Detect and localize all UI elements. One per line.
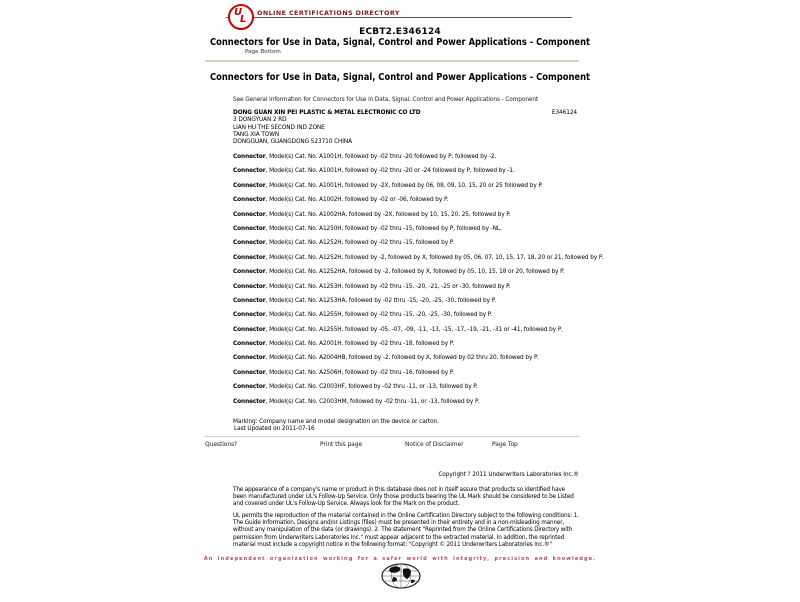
general-information-link[interactable]: See General Information for Connectors for Use in Data, Signal, Control and Power Applications - Component [233,97,539,103]
page-bottom-link[interactable]: Page Bottom [245,49,281,55]
questions-link[interactable]: Questions? [205,441,238,448]
listing-product-label: Connector [233,154,266,160]
globe-icon [381,563,421,589]
listing-model-text: , Model(s) Cat. No. A1001H, followed by -2X, followed by 06, 08, 09, 10, 15, 20 or 25 followed by P. [265,182,543,189]
listing-row [233,328,593,334]
listing-product-label: Connector [233,297,266,304]
ul-logo-letter-l: L [240,14,247,25]
company-address-line: TANG XIA TOWN [233,131,280,138]
listing-model-text: , Model(s) Cat. No. A2001H, followed by -02 thru -18, followed by P. [265,341,455,348]
listing-model-text: , Model(s) Cat. No. A1001H, followed by -02 thru -20 or -24 followed by P, followed by -1. [265,168,515,175]
listing-model-text: , Model(s) Cat. No. A1255H, followed by -02 thru -15, -20, -25, -30, followed by P. [265,312,493,319]
footer-links [205,441,579,451]
listing-model-text: , Model(s) Cat. No. A1002H, followed by -02 or -06, followed by P. [265,197,449,204]
listing-model-text: , Model(s) Cat. No. A1253H, followed by -02 thru -15, -20, -21, -25 or -30, followed by P. [265,283,511,290]
listings [233,154,604,414]
print-this-page-link[interactable]: Print this page [320,441,363,448]
disclaimer-paragraph-2: UL permits the reproduction of the material contained in the Online Certification Directory subject to the following conditions: 1. The Guide Information, Designs and/or Listings (files) must be presented in their entirety and in a non-misleading manner, without any manipulation of the data (or drawings). 2. The statement "Reprinted from the Online Certifications Directory with permission from Underwriters Laboratories Inc." must appear adjacent to the extracted material. In addition, the reprinted material must include a copyright notice in the following format: "Copyright © 2011 Underwriters Laboratories Inc.®" [233,513,579,548]
listing-product-label: Connector [233,384,266,391]
listing-model-text: , Model(s) Cat. No. A1255H, followed by -05, -07, -09, -11, -13, -15, -17, -19, -21, -31 or -41, followed by P. [265,326,563,333]
divider-top [205,60,579,62]
listing-model-text: , Model(s) Cat. No. C2003HF, followed by -02 thru -11, or -13, followed by P. [265,384,478,391]
listing-product-label: Connector [233,254,266,261]
listing-product-label: Connector [233,182,266,189]
company-address-line: DONGGUAN, GUANGDONG 523710 CHINA [233,139,352,146]
page-top-link[interactable]: Page Top [492,441,518,448]
company-block [233,110,579,146]
listing-model-text: , Model(s) Cat. No. A1252H, followed by -02 thru -15, followed by P. [265,240,455,247]
listing-product-label: Connector [233,240,266,247]
listing-model-text: , Model(s) Cat. No. A1002HA, followed by -2X, followed by 10, 15, 20, 25, followed by P. [265,211,511,218]
listing-row [233,184,593,190]
listing-row [233,400,593,406]
ul-slogan: An independent organization working for a safer world with integrity, precision and knowledge. [203,556,597,562]
listing-row [233,371,593,377]
listing-row [233,227,593,233]
listing-row [233,342,593,348]
listing-product-label: Connector [233,341,266,348]
ul-logo-icon [228,4,254,30]
listing-row [233,198,593,204]
listing-product-label: Connector [233,211,266,218]
listing-product-label: Connector [233,355,266,362]
listing-row [233,299,593,305]
listing-model-text: , Model(s) Cat. No. A1252HA, followed by -2, followed by X, followed by 05, 10, 15, 18 or 20, followed by P. [265,269,565,276]
listing-product-label: Connector [233,312,266,319]
listing-model-text: , Model(s) Cat. No. C2003HM, followed by -02 thru -11, or -13, followed by P. [265,398,480,405]
listing-product-label: Connector [233,197,266,204]
listing-product-label: Connector [233,225,266,232]
divider-footer [205,436,579,437]
listing-product-label: Connector [233,269,266,276]
masthead-underline [226,17,572,18]
company-address [233,117,579,146]
company-address-line: LIAN HU THE SECOND IND ZONE [233,124,325,131]
listing-product-label: Connector [233,326,266,333]
company-address-line: 3 DONGYUAN 2 RD [233,117,287,124]
listing-product-label: Connector [233,369,266,376]
listing-model-text: , Model(s) Cat. No. A1250H, followed by -02 thru -15, followed by P, followed by -NL. [265,225,502,232]
notice-of-disclaimer-link[interactable]: Notice of Disclaimer [405,441,464,448]
marking-text: Marking: Company name and model designation on the device or carton. [233,419,439,425]
listing-row [233,285,593,291]
directory-title: ONLINE CERTIFICATIONS DIRECTORY [257,9,400,17]
ul-logo-letter-u: U [234,7,243,18]
listing-row [233,385,593,391]
disclaimer-paragraph-1: The appearance of a company's name or product in this database does not in itself assure that products so identified have been manufactured under UL's Follow-Up Service. Only those products bearing the UL Mark should be considered to be Listed and covered under UL's Follow-Up Service. Always look for the Mark on the product. [233,487,574,508]
listing-model-text: , Model(s) Cat. No. A1001H, followed by -02 thru -20 followed by P, followed by -2. [265,154,497,160]
last-updated-text: Last Updated on 2011-07-16 [234,426,315,432]
listing-model-text: , Model(s) Cat. No. A2004HB, followed by -2, followed by X, followed by 02 thru 20, followed by P. [265,355,539,362]
listing-row [233,254,604,262]
listing-row [233,356,593,362]
page-title: Connectors for Use in Data, Signal, Control and Power Applications - Component [209,37,591,48]
listing-row [233,313,593,319]
section-title: Connectors for Use in Data, Signal, Control and Power Applications - Component [209,72,591,83]
listing-row [233,155,593,161]
listing-row [233,241,593,247]
company-name: DONG GUAN XIN PEI PLASTIC & METAL ELECTRONIC CO LTD [233,110,421,116]
listing-model-text: , Model(s) Cat. No. A2506H, followed by -02 thru -16, followed by P. [265,369,455,376]
listing-product-label: Connector [233,168,266,175]
listing-model-text: , Model(s) Cat. No. A1252H, followed by -2, followed by X, followed by 05, 06, 07, 10, 15, 17, 18, 20 or 21, followed by P. [265,254,604,261]
listing-row [233,169,593,175]
listing-row [233,270,593,276]
listing-product-label: Connector [233,398,266,405]
listing-model-text: , Model(s) Cat. No. A1253HA, followed by -02 thru -15, -20, -25, -30, followed by P. [265,297,496,304]
listing-product-label: Connector [233,283,266,290]
copyright-text: Copyright ? 2011 Underwriters Laboratories Inc.® [438,472,579,478]
file-number-title: ECBT2.E346124 [359,27,441,37]
listing-row [233,213,593,219]
company-file-number: E346124 [551,110,577,116]
